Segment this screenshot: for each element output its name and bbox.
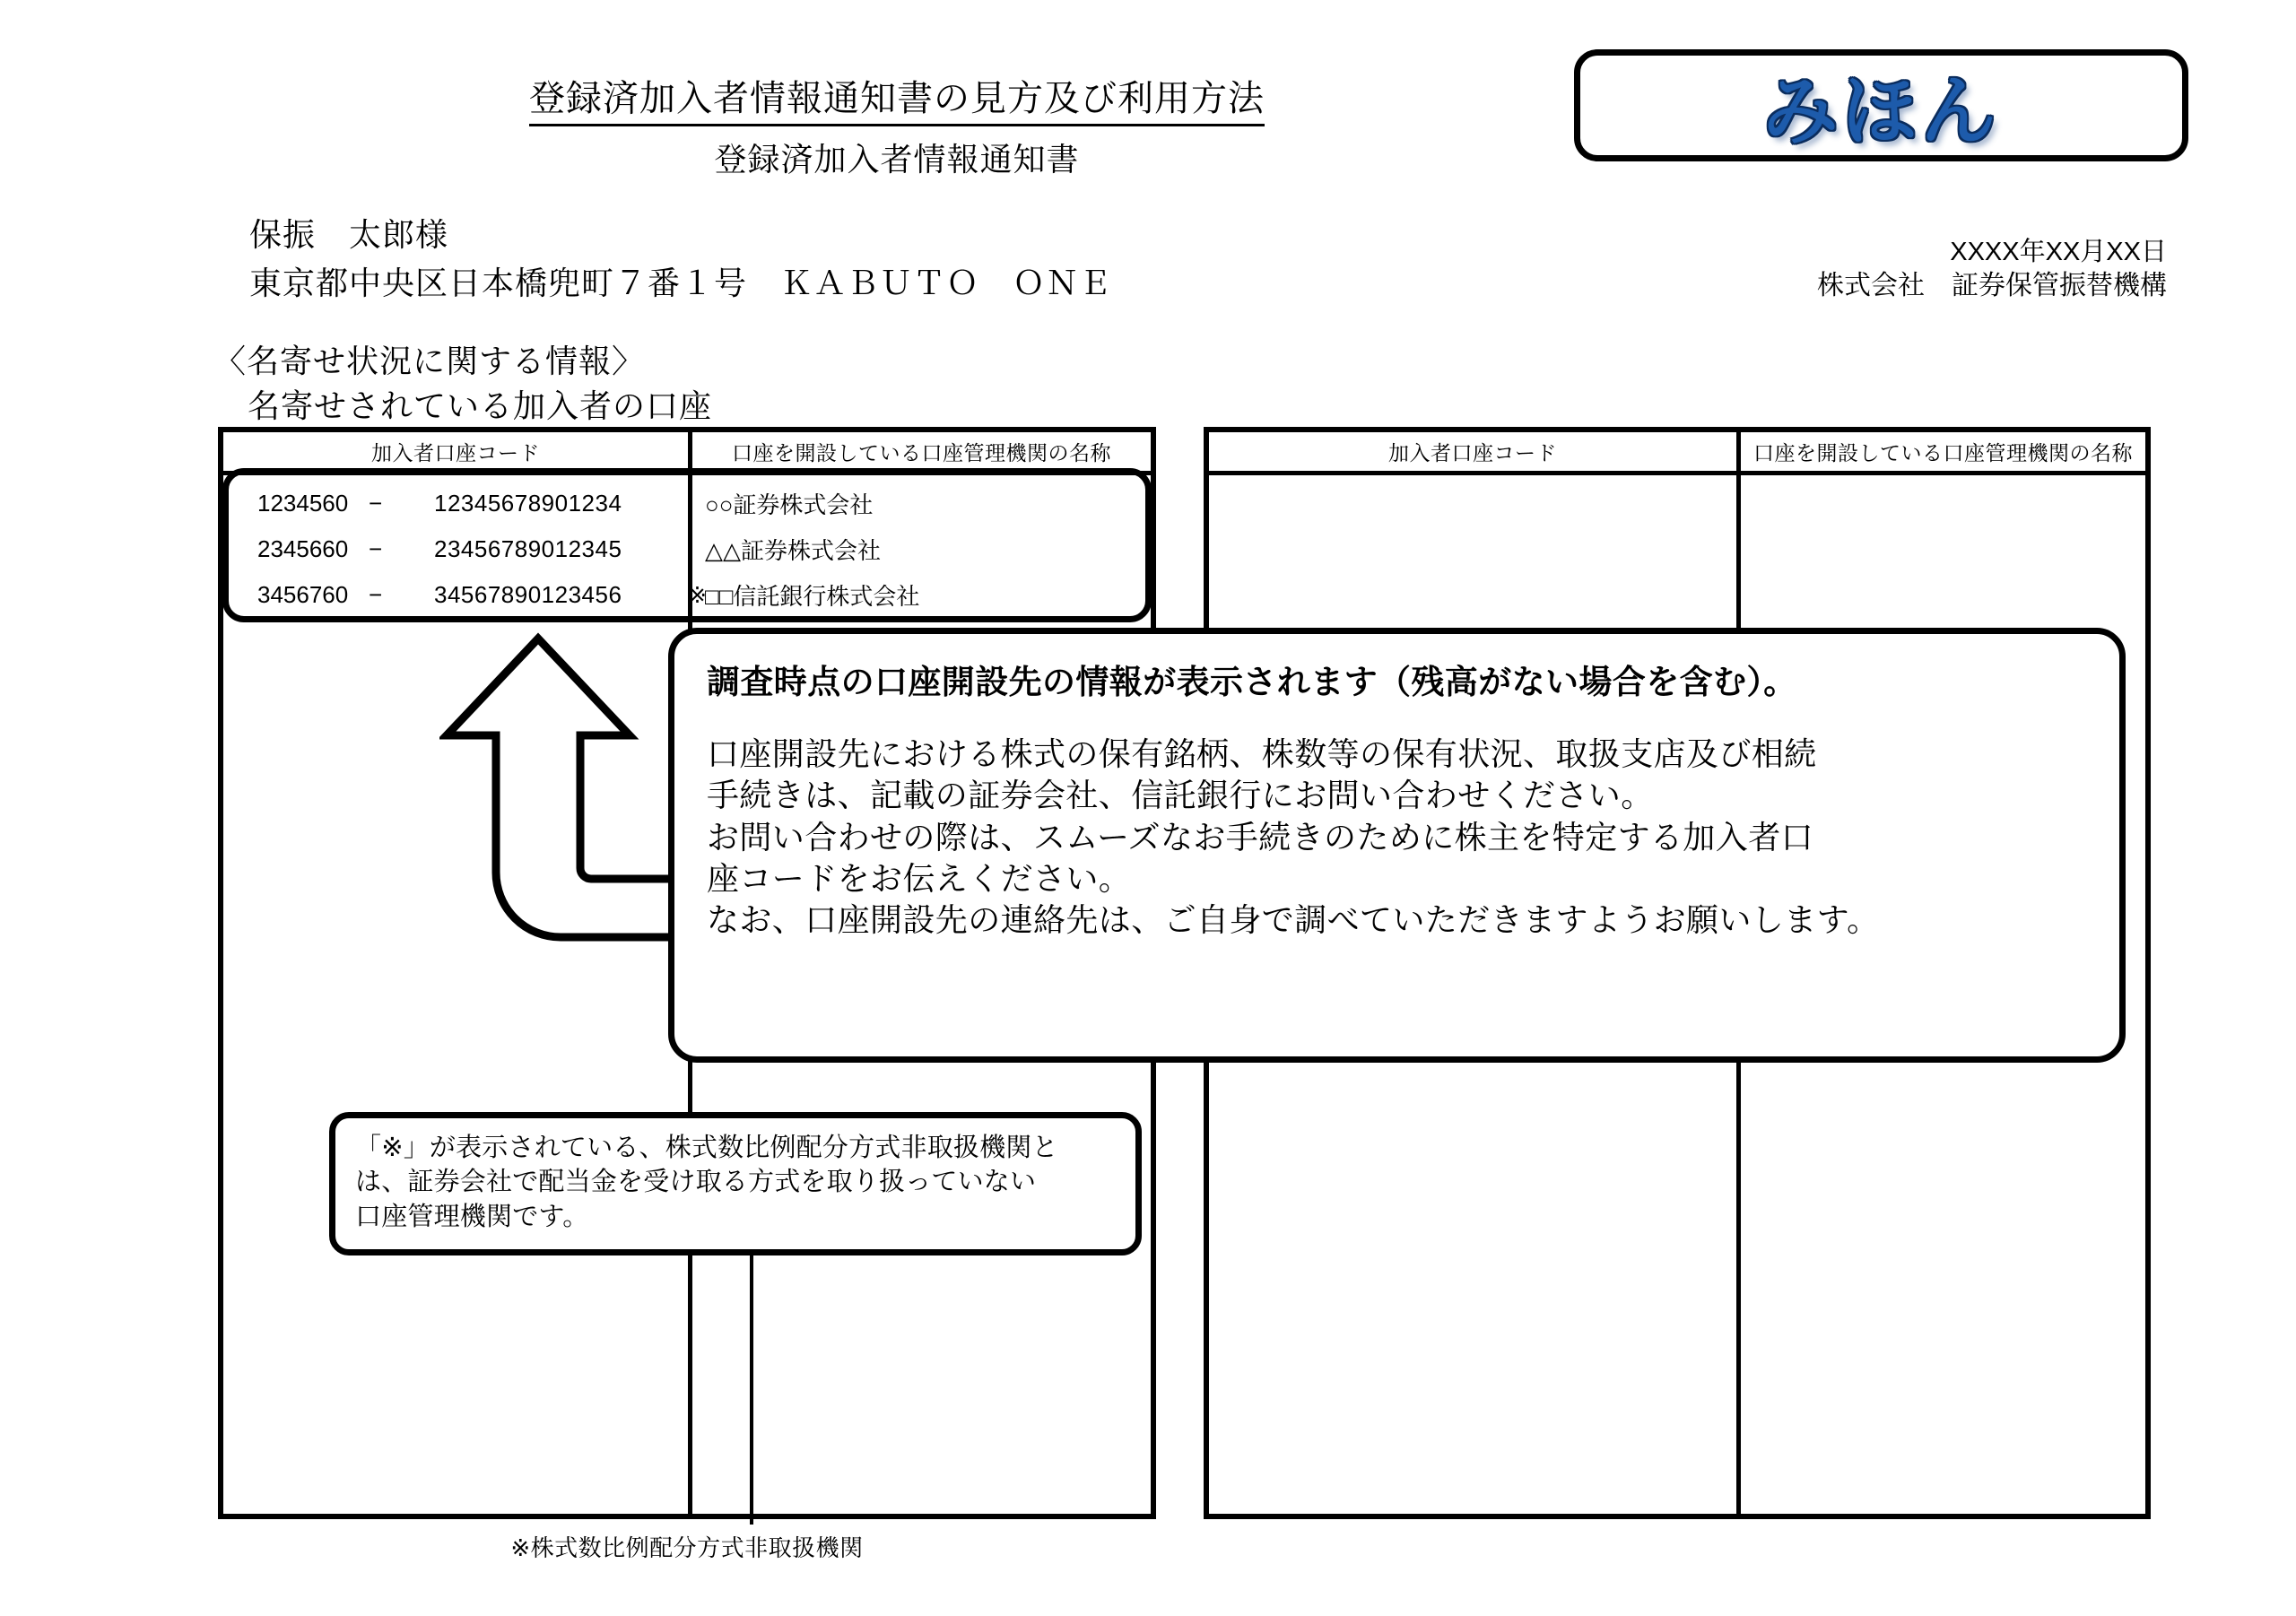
account-code-prefix: 1234560 xyxy=(257,490,349,517)
column-header-account-code: 加入者口座コード xyxy=(371,441,540,465)
account-code-suffix: 12345678901234 xyxy=(434,490,622,517)
account-code-suffix: 34567890123456 xyxy=(434,581,622,608)
issue-date: XXXX年XX月XX日 xyxy=(1950,238,2167,266)
account-code-separator: − xyxy=(369,581,383,608)
column-header-institution: 口座を開設している口座管理機関の名称 xyxy=(688,432,1151,471)
cell-institution-name: □□信託銀行株式会社 xyxy=(705,583,920,610)
issuer-name: 株式会社 証券保管振替機構 xyxy=(1817,271,2167,300)
sample-stamp-label: みほん xyxy=(1762,67,2000,155)
callout-line-2: 口座開設先における株式の保有銘柄、株数等の保有状況、取扱支店及び相続 xyxy=(707,735,1817,773)
curved-up-arrow-icon xyxy=(439,619,700,951)
sample-stamp xyxy=(1574,49,2188,161)
note-line-3: 口座管理機関です。 xyxy=(355,1202,589,1231)
table-header-row xyxy=(223,432,1151,475)
account-code-prefix: 2345660 xyxy=(257,535,349,562)
table-row xyxy=(1209,481,2145,526)
table-row xyxy=(223,481,1151,526)
account-code-prefix: 3456760 xyxy=(257,581,349,608)
cell-account-code xyxy=(223,481,688,526)
note-callout-box xyxy=(329,1112,1142,1255)
cell-account-code xyxy=(223,526,688,572)
cell-institution-name xyxy=(1741,526,2145,572)
callout-spacer xyxy=(707,703,2089,734)
table-row xyxy=(1209,572,2145,618)
callout-line-4: お問い合わせの際は、スムーズなお手続きのために株主を特定する加入者口 xyxy=(707,818,1814,856)
addressee-name: 保振 太郎様 xyxy=(249,216,449,253)
cell-institution-name xyxy=(1741,572,2145,618)
cell-account-code xyxy=(223,572,707,618)
section-heading: 〈名寄せ状況に関する情報〉 xyxy=(213,343,646,379)
non-proportional-marker: ※ xyxy=(688,582,707,608)
callout-stem xyxy=(750,1255,753,1525)
page-subtitle: 登録済加入者情報通知書 xyxy=(714,141,1080,178)
column-header-institution: 口座を開設している口座管理機関の名称 xyxy=(1736,432,2145,471)
account-code-separator: − xyxy=(369,535,383,562)
cell-account-code xyxy=(1209,526,1736,572)
cell-account-code xyxy=(1209,572,1736,618)
account-code-separator: − xyxy=(369,490,383,517)
table-row xyxy=(223,526,1151,572)
cell-institution-name: ○○証券株式会社 xyxy=(705,491,874,518)
callout-line-3: 手続きは、記載の証券会社、信託銀行にお問い合わせください。 xyxy=(707,777,1654,814)
cell-account-code xyxy=(1209,481,1736,526)
section-subheading: 名寄せされている加入者の口座 xyxy=(248,387,713,424)
footnote: ※株式数比例配分方式非取扱機関 xyxy=(510,1534,864,1561)
callout-line-5: 座コードをお伝えください。 xyxy=(707,859,1132,897)
callout-line-6: なお、口座開設先の連絡先は、ご自身で調べていただきますようお願いします。 xyxy=(707,900,1880,938)
main-callout-box xyxy=(668,628,2126,1063)
note-line-1: 「※」が表示されている、株式数比例配分方式非取扱機関と xyxy=(355,1134,1058,1162)
note-line-2: は、証券会社で配当金を受け取る方式を取り扱っていない xyxy=(355,1168,1037,1197)
page-title: 登録済加入者情報通知書の見方及び利用方法 xyxy=(0,70,2045,126)
cell-institution-name xyxy=(1741,481,2145,526)
cell-institution-name: △△証券株式会社 xyxy=(705,537,881,564)
table-row xyxy=(223,572,1151,618)
account-code-suffix: 23456789012345 xyxy=(434,535,622,562)
addressee-address: 東京都中央区日本橋兜町７番１号 ＫＡＢＵＴＯ ＯＮＥ xyxy=(249,265,1113,301)
column-header-account-code: 加入者口座コード xyxy=(1388,441,1557,465)
table-row xyxy=(1209,526,2145,572)
callout-line-1: 調査時点の口座開設先の情報が表示されます（残高がない場合を含む）。 xyxy=(707,664,1797,700)
table-header-row xyxy=(1209,432,2145,475)
